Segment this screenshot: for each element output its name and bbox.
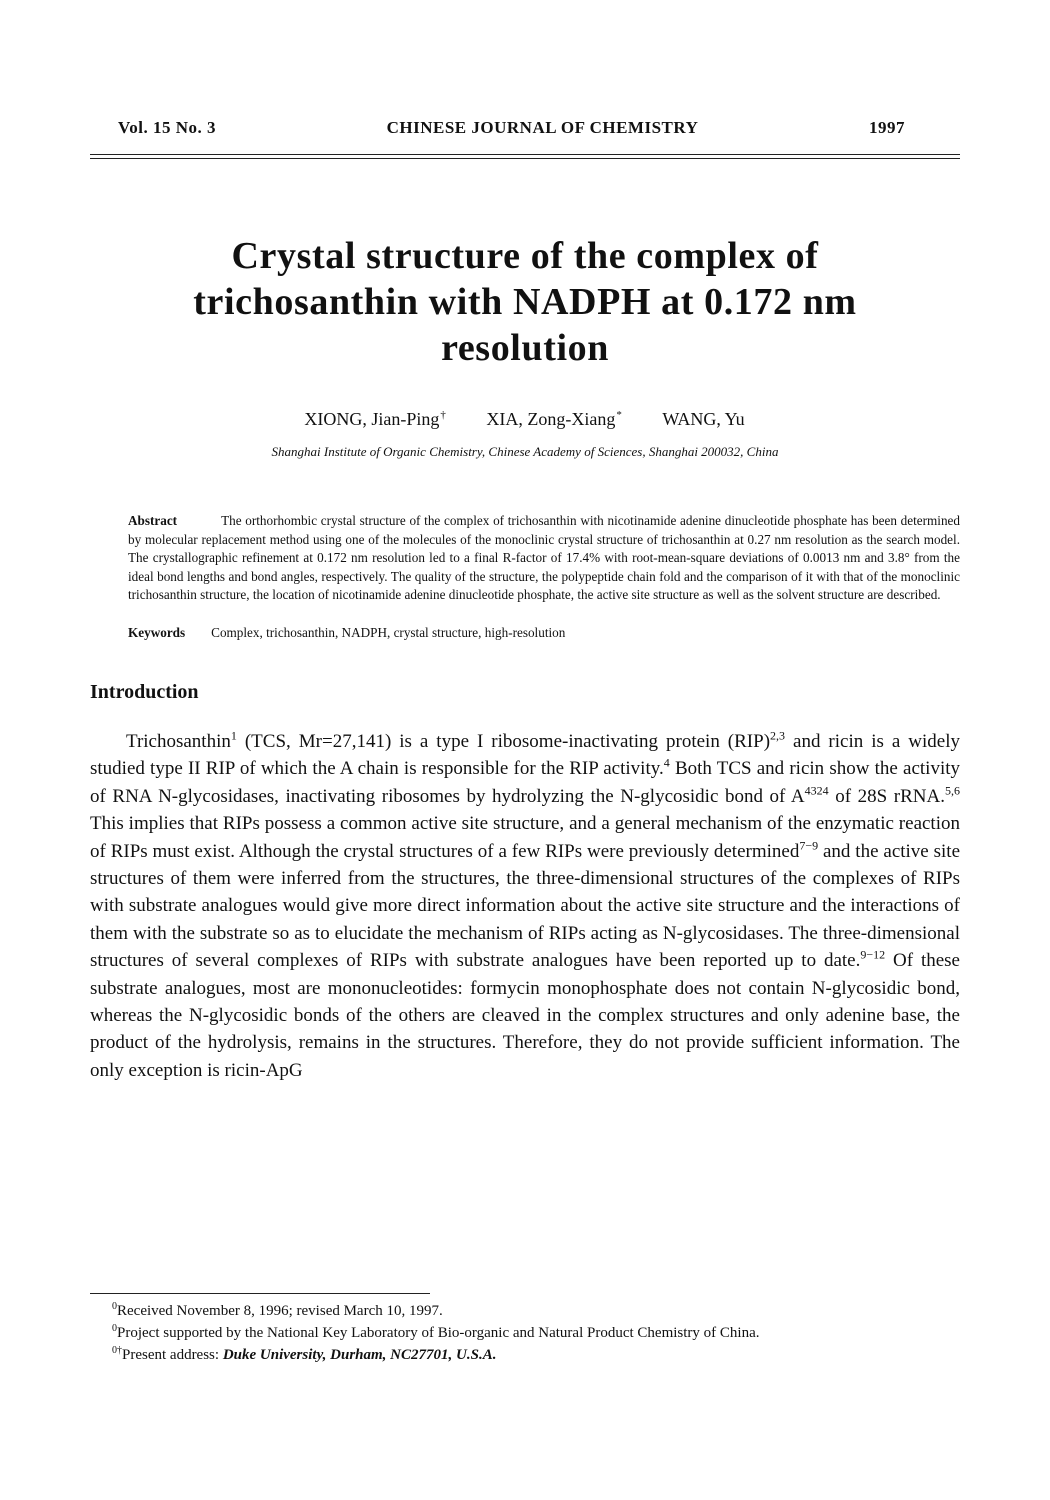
title-line-3: resolution [441,327,609,369]
abstract-text: The orthorhombic crystal structure of the complex of trichosanthin with nicotinamide adenine dinucleotide phosphate has been determined by molecular replacement method using one of the molecules of the monoclinic crystal structure of trichosanthin at 0.27 nm resolution as the search model. The crystallographic refinement at 0.172 nm resolution led to a final R-factor of 17.4% with root-mean-square deviations of 0.0013 nm and 3.8° from the ideal bond lengths and bond angles, respectively. The quality of the structure, the polypeptide chain fold and the comparison of it with that of the monoclinic trichosanthin structure, the location of nicotinamide adenine dinucleotide phosphate, the active site structure as well as the solvent structure are described. [128,513,960,603]
author: WANG, Yu [662,409,745,429]
affiliation: Shanghai Institute of Organic Chemistry, Chinese Academy of Sciences, Shanghai 200032, China [271,444,779,459]
footnote-received: $^0$Received November 8, 1996; revised March 10, 1997. [112,1301,443,1319]
footnote-funding: $^0$Project supported by the National Key Laboratory of Bio-organic and Natural Product Chemistry of China. [112,1323,760,1341]
header-rule [90,154,960,159]
author-list [90,409,960,430]
author: XIA, Zong-Xiang* [486,409,622,429]
footnote-rule [90,1293,430,1294]
author: XIONG, Jian-Ping† [304,409,446,429]
abstract-label: Abstract [128,513,178,528]
title-line-1: Crystal structure of the complex of [231,235,819,277]
paper-title [90,233,960,371]
keywords [90,625,960,641]
journal-name: CHINESE JOURNAL OF CHEMISTRY [386,118,699,137]
section-heading-introduction: Introduction [90,680,199,703]
introduction-paragraph: Trichosanthin$^1$ (TCS, Mr=27,141) is a type I ribosome-inactivating protein (RIP)$^{2,3}$ and ricin is a widely studied type II RIP of which the A chain is responsible for the RIP activity.$^4$ Both TCS and ricin show the activity of RNA N-glycosidases, inactivating ribosomes by hydrolyzing the N-glycosidic bond of $A^{4324}$ of 28S rRNA.$^{5,6}$ This implies that RIPs possess a common active site structure, and a general mechanism of the enzymatic reaction of RIPs must exist. Although the crystal structures of a few RIPs were previously determined$^{7-9}$ and the active site structures of them were inferred from the structures, the three-dimensional structures of the complexes of RIPs with substrate analogues would give more direct information about the active site structure and the interactions of them with the substrate so as to elucidate the mechanism of RIPs acting as N-glycosidases. The three-dimensional structures of several complexes of RIPs with substrate analogues have been reported up to date.$^{9-12}$ Of these substrate analogues, most are mononucleotides: formycin monophosphate does not contain N-glycosidic bond, whereas the N-glycosidic bonds of the others are cleaved in the complex structures and only adenine base, the product of the hydrolysis, remains in the structures. Therefore, they do not provide sufficient information. The only exception is ricin-ApG [90,728,961,1081]
footnote-present-address: $^{0\dagger}$Present address: Duke University, Durham, NC27701, U.S.A. [112,1345,497,1363]
running-head [90,118,960,138]
keywords-label: Keywords [128,624,186,640]
paper-page [90,118,960,1084]
abstract [90,512,960,605]
keywords-text: Complex, trichosanthin, NADPH, crystal structure, high-resolution [211,624,566,640]
publication-year: 1997 [868,118,905,137]
footnotes [90,1300,960,1366]
title-line-2: trichosanthin with NADPH at 0.172 nm [193,281,857,323]
volume-number: Vol. 15 No. 3 [118,118,216,137]
